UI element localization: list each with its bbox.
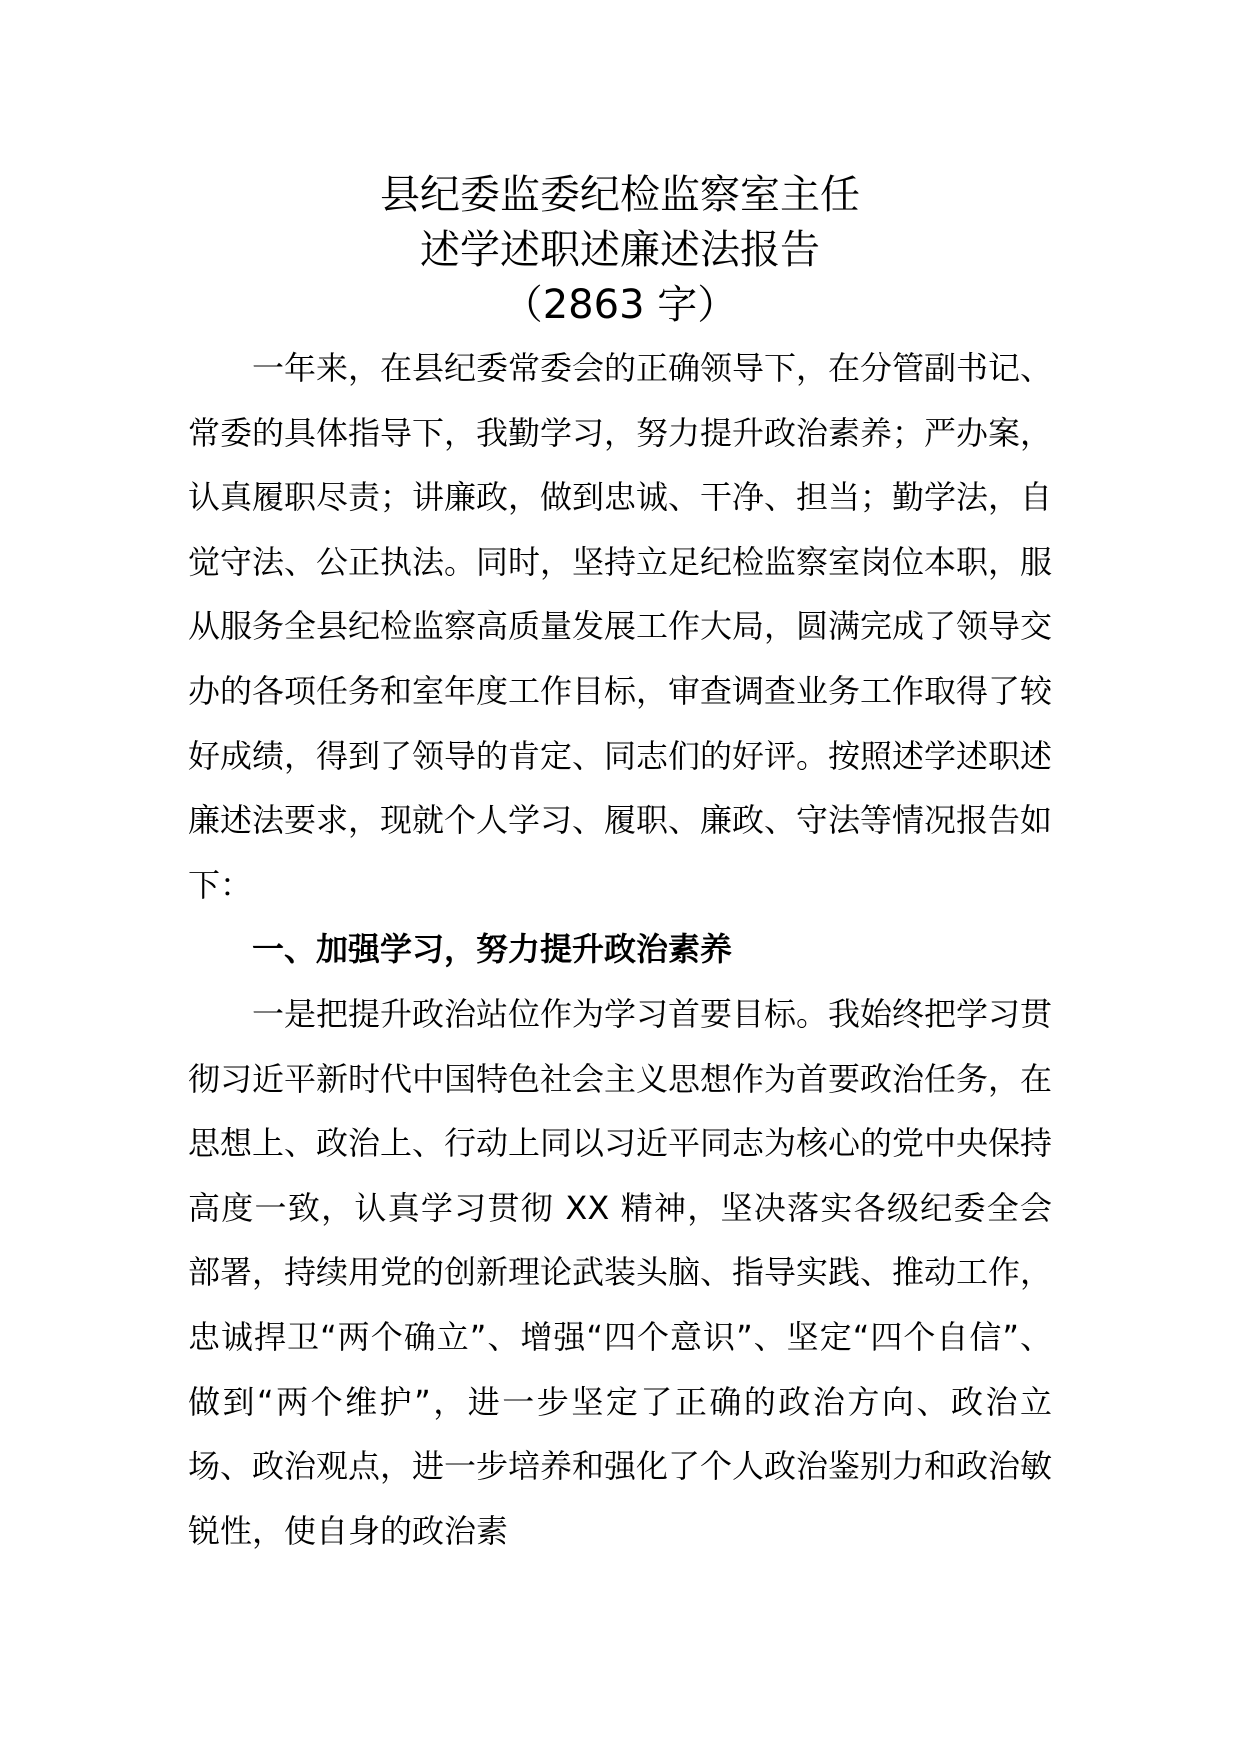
section-1-paragraph-1: 一是把提升政治站位作为学习首要目标。我始终把学习贯彻习近平新时代中国特色社会主义思想作为首要政治任务，在思想上、政治上、行动上同以习近平同志为核心的党中央保持高度一致，认真学习贯彻 XX 精神，坚决落实各级纪委全会部署，持续用党的创新理论武装头脑、指导实践、推动工作，忠诚捍卫“两个确立”、增强“四个意识”、坚定“四个自信”、做到“两个维护”，进一步坚定了正确的政治方向、政治立场、政治观点，进一步培养和强化了个人政治鉴别力和政治敏锐性，使自身的政治素 [188, 994, 1053, 1550]
document-page [188, 168, 1052, 1563]
title-line-1: 县纪委监委纪检监察室主任 [380, 172, 860, 218]
word-count: （2863 字） [502, 282, 738, 328]
section-heading-1: 一、加强学习，努力提升政治素养 [252, 930, 733, 969]
intro-paragraph: 一年来，在县纪委常委会的正确领导下，在分管副书记、常委的具体指导下，我勤学习，努力提升政治素养；严办案，认真履职尽责；讲廉政，做到忠诚、干净、担当；勤学法，自觉守法、公正执法。同时，坚持立足纪检监察室岗位本职，服从服务全县纪检监察高质量发展工作大局，圆满完成了领导交办的各项任务和室年度工作目标，审查调查业务工作取得了较好成绩，得到了领导的肯定、同志们的好评。按照述学述职述廉述法要求，现就个人学习、履职、廉政、守法等情况报告如下： [188, 349, 1053, 904]
title-line-2: 述学述职述廉述法报告 [420, 227, 820, 273]
